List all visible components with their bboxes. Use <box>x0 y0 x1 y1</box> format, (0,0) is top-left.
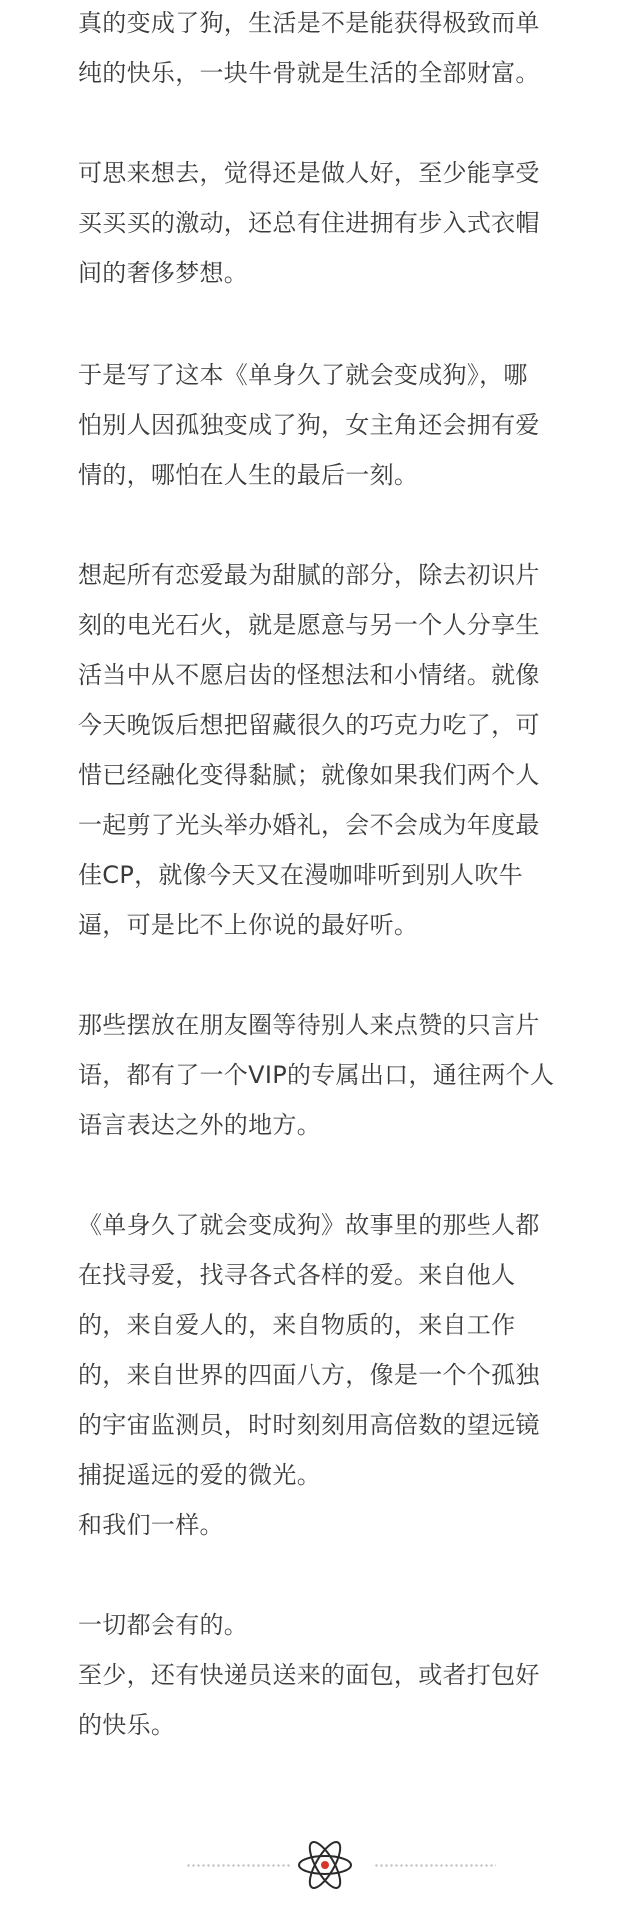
text-line: 和我们一样。 <box>78 1511 224 1539</box>
text-line: 的快乐。 <box>78 1711 176 1739</box>
text-line: 真的变成了狗，生活是不是能获得极致而单 <box>78 9 540 37</box>
text-line: 纯的快乐，一块牛骨就是生活的全部财富。 <box>78 59 540 87</box>
text-line: 怕别人因孤独变成了狗，女主角还会拥有爱 <box>78 411 540 439</box>
text-line: 想起所有恋爱最为甜腻的部分，除去初识片 <box>78 561 540 589</box>
footer-divider <box>0 1830 640 1900</box>
paragraph <box>78 1000 554 1150</box>
text-line: 间的奢侈梦想。 <box>78 259 249 287</box>
paragraph <box>78 350 540 500</box>
text-line: 的，来自世界的四面八方，像是一个个孤独 <box>78 1361 540 1389</box>
text-line: 在找寻爱，找寻各式各样的爱。来自他人 <box>78 1261 516 1289</box>
dotted-line-right <box>374 1864 496 1867</box>
text-line: 佳CP，就像今天又在漫咖啡听到别人吹牛 <box>78 861 523 889</box>
text-line: 语，都有了一个VIP的专属出口，通往两个人 <box>78 1061 555 1089</box>
text-line: 的宇宙监测员，时时刻刻用高倍数的望远镜 <box>78 1411 540 1439</box>
text-line: 的，来自爱人的，来自物质的，来自工作 <box>78 1311 516 1339</box>
text-line: 情的，哪怕在人生的最后一刻。 <box>78 461 419 489</box>
text-line: 语言表达之外的地方。 <box>78 1111 321 1139</box>
text-line: 惜已经融化变得黏腻；就像如果我们两个人 <box>78 761 540 789</box>
paragraph <box>78 148 540 298</box>
text-line: 至少，还有快递员送来的面包，或者打包好 <box>78 1661 540 1689</box>
text-line: 买买买的激动，还总有住进拥有步入式衣帽 <box>78 209 540 237</box>
text-line: 一起剪了光头举办婚礼，会不会成为年度最 <box>78 811 540 839</box>
text-line: 逼，可是比不上你说的最好听。 <box>78 911 419 939</box>
text-line: 今天晚饭后想把留藏很久的巧克力吃了，可 <box>78 711 540 739</box>
paragraph <box>78 1200 540 1550</box>
paragraph <box>78 550 540 950</box>
text-line: 可思来想去，觉得还是做人好，至少能享受 <box>78 159 540 187</box>
paragraph <box>78 0 540 98</box>
text-line: 活当中从不愿启齿的怪想法和小情绪。就像 <box>78 661 540 689</box>
text-line: 一切都会有的。 <box>78 1611 249 1639</box>
text-line: 刻的电光石火，就是愿意与另一个人分享生 <box>78 611 540 639</box>
text-line: 于是写了这本《单身久了就会变成狗》，哪 <box>78 361 528 389</box>
paragraph <box>78 1600 540 1750</box>
text-line: 《单身久了就会变成狗》故事里的那些人都 <box>78 1211 540 1239</box>
dotted-line-left <box>186 1864 290 1867</box>
atom-icon <box>295 1835 355 1895</box>
text-line: 那些摆放在朋友圈等待别人来点赞的只言片 <box>78 1011 540 1039</box>
text-line: 捕捉遥远的爱的微光。 <box>78 1461 321 1489</box>
